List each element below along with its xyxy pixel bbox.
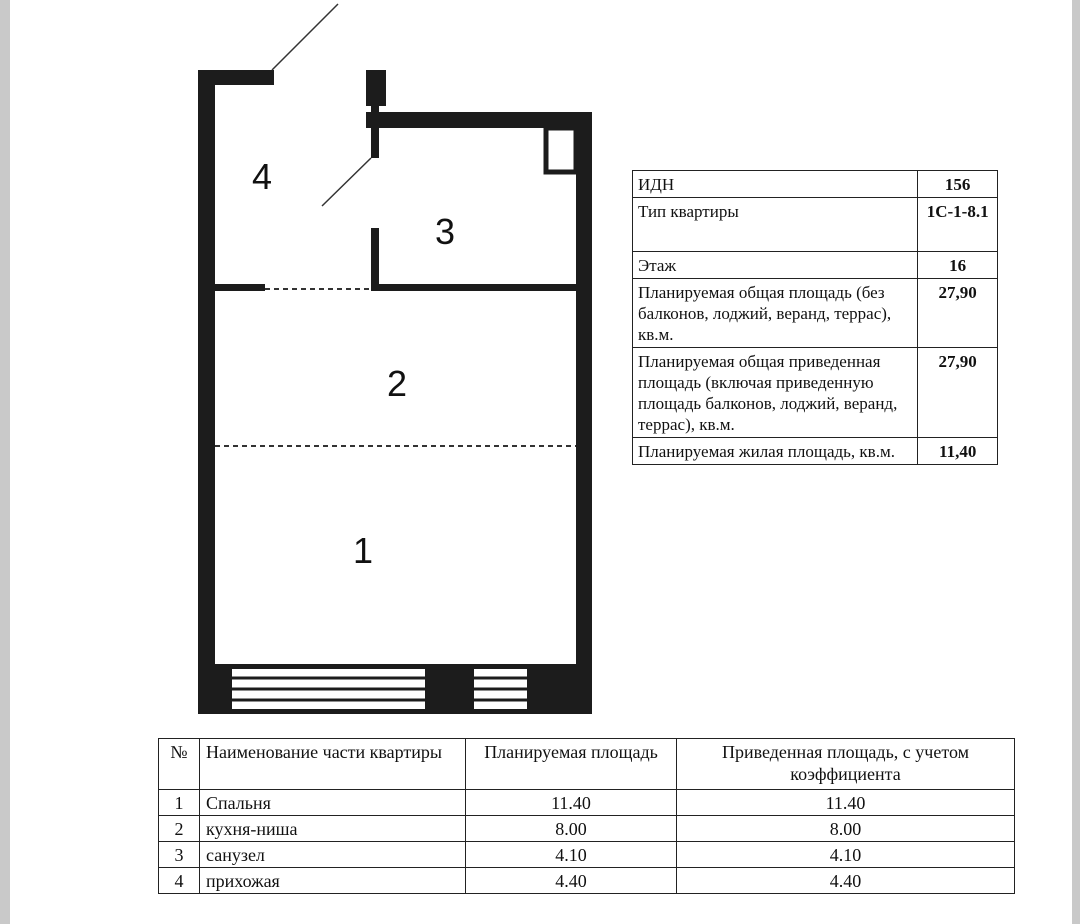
info-value: 16 (918, 252, 998, 279)
cell-area: 8.00 (466, 816, 677, 842)
table-row (159, 842, 1015, 868)
info-row (633, 252, 998, 279)
parts-header-row (159, 739, 1015, 790)
info-row (633, 198, 998, 252)
info-row (633, 438, 998, 465)
cell-name: прихожая (200, 868, 466, 894)
ventilation-shaft (546, 128, 576, 172)
header-reduced-area: Приведенная площадь, с учетом коэффициента (677, 739, 1015, 790)
info-value: 11,40 (918, 438, 998, 465)
table-row (159, 816, 1015, 842)
cell-reduced-area: 8.00 (677, 816, 1015, 842)
info-value: 27,90 (918, 348, 998, 438)
info-key: ИДН (633, 171, 918, 198)
info-key: Этаж (633, 252, 918, 279)
table-row (159, 868, 1015, 894)
bathroom-wall-bottom (371, 284, 583, 291)
cell-area: 11.40 (466, 790, 677, 816)
floor-plan (10, 0, 610, 720)
info-row (633, 348, 998, 438)
room-label-2: 2 (387, 363, 408, 404)
wall-stub-top (366, 70, 386, 85)
bathroom-wall-upper (371, 100, 379, 158)
info-key: Планируемая общая приведенная площадь (включая приведенную площадь балконов, лоджий, веранд, террас), кв.м. (633, 348, 918, 438)
cell-reduced-area: 11.40 (677, 790, 1015, 816)
hall-wall-bottom (215, 284, 265, 291)
header-area: Планируемая площадь (466, 739, 677, 790)
header-num: № (159, 739, 200, 790)
cell-num: 2 (159, 816, 200, 842)
apartment-parts-table (158, 738, 1015, 894)
cell-num: 3 (159, 842, 200, 868)
cell-num: 1 (159, 790, 200, 816)
room-label-4: 4 (252, 156, 273, 197)
info-key: Планируемая жилая площадь, кв.м. (633, 438, 918, 465)
info-row (633, 171, 998, 198)
table-row (159, 790, 1015, 816)
room-label-3: 3 (435, 211, 456, 252)
cell-area: 4.10 (466, 842, 677, 868)
wall-right (576, 112, 592, 714)
info-row (633, 279, 998, 348)
cell-reduced-area: 4.40 (677, 868, 1015, 894)
cell-num: 4 (159, 868, 200, 894)
cell-name: кухня-ниша (200, 816, 466, 842)
info-key: Тип квартиры (633, 198, 918, 252)
bathroom-door-icon (322, 158, 371, 206)
wall-top-entrance (198, 70, 274, 85)
cell-name: Спальня (200, 790, 466, 816)
info-key: Планируемая общая площадь (без балконов, лоджий, веранд, террас), кв.м. (633, 279, 918, 348)
apartment-info-table (632, 170, 998, 465)
cell-name: санузел (200, 842, 466, 868)
cell-reduced-area: 4.10 (677, 842, 1015, 868)
document-page (10, 0, 1072, 924)
room-label-1: 1 (353, 530, 374, 571)
info-value: 27,90 (918, 279, 998, 348)
info-value: 1С-1-8.1 (918, 198, 998, 252)
cell-area: 4.40 (466, 868, 677, 894)
header-name: Наименование части квартиры (200, 739, 466, 790)
entrance-door-icon (272, 4, 338, 70)
info-value: 156 (918, 171, 998, 198)
bathroom-wall-lower (371, 228, 379, 291)
wall-left (198, 70, 215, 714)
